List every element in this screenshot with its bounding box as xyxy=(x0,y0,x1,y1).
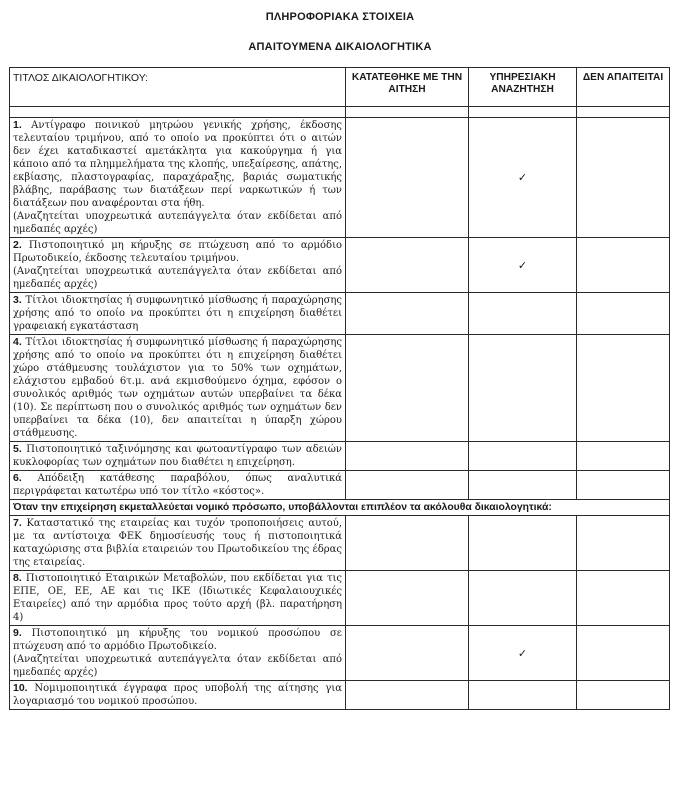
table-row xyxy=(10,516,670,571)
legal-entity-note: Όταν την επιχείρηση εκμεταλλεύεται νομικό πρόσωπο, υποβάλλονται επιπλέον τα ακόλουθα δικαιολογητικά: xyxy=(10,500,670,516)
requirement-text: Πιστοποιητικό μη κήρυξης σε πτώχευση από το αρμόδιο Πρωτοδικείο, έκδοσης τελευταίου τριμήνου. xyxy=(13,240,343,264)
requirement-title-cell xyxy=(10,293,346,335)
not-required-cell xyxy=(577,293,670,335)
requirement-number: 5. xyxy=(13,443,22,455)
requirement-number: 2. xyxy=(13,239,22,251)
submitted-cell xyxy=(346,293,469,335)
requirement-text: Απόδειξη κατάθεσης παραβόλου, όπως αναλυτικά περιγράφεται κατωτέρω υπό τον τίτλο «κόστος». xyxy=(13,473,342,497)
not-required-cell xyxy=(577,238,670,293)
requirement-title-cell xyxy=(10,442,346,471)
requirements-table xyxy=(9,67,670,710)
requirement-number: 10. xyxy=(13,682,28,694)
service-search-cell xyxy=(469,442,577,471)
document-title: ΠΛΗΡΟΦΟΡΙΑΚΑ ΣΤΟΙΧΕΙΑ xyxy=(265,11,415,23)
requirement-number: 6. xyxy=(13,472,22,484)
table-row xyxy=(10,293,670,335)
table-row xyxy=(10,571,670,626)
check-mark-icon: ✓ xyxy=(517,258,528,272)
not-required-cell xyxy=(577,516,670,571)
column-header-not-required: ΔΕΝ ΑΠΑΙΤΕΙΤΑΙ xyxy=(577,68,670,107)
table-row xyxy=(10,238,670,293)
service-search-cell xyxy=(469,238,577,293)
not-required-cell xyxy=(577,442,670,471)
submitted-cell xyxy=(346,516,469,571)
requirement-title-cell xyxy=(10,335,346,442)
requirement-title-cell xyxy=(10,681,346,710)
submitted-cell xyxy=(346,238,469,293)
submitted-cell xyxy=(346,471,469,500)
spacer-row xyxy=(10,107,670,118)
not-required-cell xyxy=(577,571,670,626)
requirement-text: Νομιμοποιητικά έγγραφα προς υποβολή της αίτησης για λογαριασμό του νομικού προσώπου. xyxy=(13,683,343,707)
check-mark-icon: ✓ xyxy=(517,646,528,660)
table-row xyxy=(10,335,670,442)
requirement-text: Πιστοποιητικό Εταιρικών Μεταβολών, που εκδίδεται για τις ΕΠΕ, ΟΕ, ΕΕ, ΑΕ και τις ΙΚΕ (Ιδιωτικές Κεφαλαιουχικές Εταιρείες) από την αρμόδια προς τούτο αρχή (βλ. παρατήρηση 4) xyxy=(13,573,342,623)
table-row xyxy=(10,626,670,681)
requirement-title-cell xyxy=(10,571,346,626)
column-header-submitted: ΚΑΤΑΤΕΘΗΚΕ ΜΕ ΤΗΝ ΑΙΤΗΣΗ xyxy=(346,68,469,107)
submitted-cell xyxy=(346,571,469,626)
check-mark-icon: ✓ xyxy=(517,171,528,184)
requirement-number: 9. xyxy=(13,627,22,639)
not-required-cell xyxy=(577,681,670,710)
requirement-number: 4. xyxy=(13,336,22,348)
requirement-note: (Αναζητείται υποχρεωτικά αυτεπάγγελτα όταν εκδίδεται από ημεδαπές αρχές) xyxy=(13,211,342,235)
requirement-text: Πιστοποιητικό μη κήρυξης του νομικού προσώπου σε πτώχευση από το αρμόδιο Πρωτοδικείο. xyxy=(13,628,342,652)
requirement-title-cell xyxy=(10,238,346,293)
requirement-note: (Αναζητείται υποχρεωτικά αυτεπάγγελτα όταν εκδίδεται από ημεδαπές αρχές) xyxy=(13,654,342,678)
requirement-title-cell xyxy=(10,471,346,500)
column-header-title: ΤΙΤΛΟΣ ΔΙΚΑΙΟΛΟΓΗΤΙΚΟΥ: xyxy=(10,68,346,107)
requirement-title-cell xyxy=(10,516,346,571)
legal-entity-row xyxy=(10,500,670,516)
requirement-number: 8. xyxy=(13,572,22,584)
column-header-service-search: ΥΠΗΡΕΣΙΑΚΗ ΑΝΑΖΗΤΗΣΗ xyxy=(469,68,577,107)
service-search-cell xyxy=(469,681,577,710)
submitted-cell xyxy=(346,442,469,471)
requirement-number: 7. xyxy=(13,517,22,529)
service-search-cell xyxy=(469,471,577,500)
requirement-text: Τίτλοι ιδιοκτησίας ή συμφωνητικό μίσθωσης ή παραχώρησης χρήσης από το οποίο να προκύπτει ότι η επιχείρηση διαθέτει γραφειακή εγκατάσταση xyxy=(13,295,342,332)
submitted-cell xyxy=(346,118,469,238)
service-search-cell xyxy=(469,293,577,335)
table-row xyxy=(10,118,670,238)
table-header-row xyxy=(10,68,670,107)
table-row xyxy=(10,471,670,500)
table-row xyxy=(10,442,670,471)
submitted-cell xyxy=(346,335,469,442)
not-required-cell xyxy=(577,335,670,442)
submitted-cell xyxy=(346,626,469,681)
service-search-cell xyxy=(469,571,577,626)
table-row xyxy=(10,681,670,710)
service-search-cell xyxy=(469,118,577,238)
service-search-cell xyxy=(469,335,577,442)
submitted-cell xyxy=(346,681,469,710)
not-required-cell xyxy=(577,118,670,238)
requirement-number: 1. xyxy=(13,119,22,131)
requirement-title-cell xyxy=(10,626,346,681)
requirement-number: 3. xyxy=(13,294,22,306)
not-required-cell xyxy=(577,626,670,681)
service-search-cell xyxy=(469,626,577,681)
requirement-title-cell xyxy=(10,118,346,238)
requirement-text: Αντίγραφο ποινικού μητρώου γενικής χρήσης, έκδοσης τελευταίου τριμήνου, από το οποίο να προκύπτει ότι ο αιτών δεν έχει καταδικαστεί αμετάκλητα για κακούργημα ή για κάποιο από τα πλημμελήματα της κλοπής, υπεξαίρεσης, απάτης, εκβίασης, πλαστογραφίας, παραχάραξης, βαριάς σωματικής βλάβης, παράβασης των διατάξεων περί ναρκωτικών ή των διατάξεων που αναφέρονται στα ήθη. xyxy=(13,120,342,209)
requirement-text: Τίτλοι ιδιοκτησίας ή συμφωνητικό μίσθωσης ή παραχώρησης χρήσης από το οποίο να προκύπτει ότι η επιχείρηση διαθέτει χώρο στάθμευσης τουλάχιστον για το 50% των οχημάτων, ελάχιστου εμβαδού 6τ.μ. ανά εκμισθούμενο όχημα, εφόσον ο συνολικός αριθμός των οχημάτων αυτών υπερβαίνει τα δέκα (10). Σε περίπτωση που ο συνολικός αριθμός των οχημάτων δεν υπερβαίνει τα δέκα (10), δεν απαιτείται η ύπαρξη χώρου στάθμευσης. xyxy=(13,337,342,439)
requirement-text: Πιστοποιητικό ταξινόμησης και φωτοαντίγραφο των αδειών κυκλοφορίας των οχημάτων που διαθέτει η επιχείρηση. xyxy=(13,444,342,468)
document-subtitle: ΑΠΑΙΤΟΥΜΕΝΑ ΔΙΚΑΙΟΛΟΓΗΤΙΚΑ xyxy=(248,41,432,53)
service-search-cell xyxy=(469,516,577,571)
requirement-text: Καταστατικό της εταιρείας και τυχόν τροποποιήσεις αυτού, με τα αντίστοιχα ΦΕΚ δημοσίευσής τους ή πιστοποιητικά καταχώρισης στα βιβλία εταιρειών του Πρωτοδικείου της έδρας της εταιρείας. xyxy=(13,518,342,568)
not-required-cell xyxy=(577,471,670,500)
requirement-note: (Αναζητείται υποχρεωτικά αυτεπάγγελτα όταν εκδίδεται από ημεδαπές αρχές) xyxy=(13,266,342,290)
